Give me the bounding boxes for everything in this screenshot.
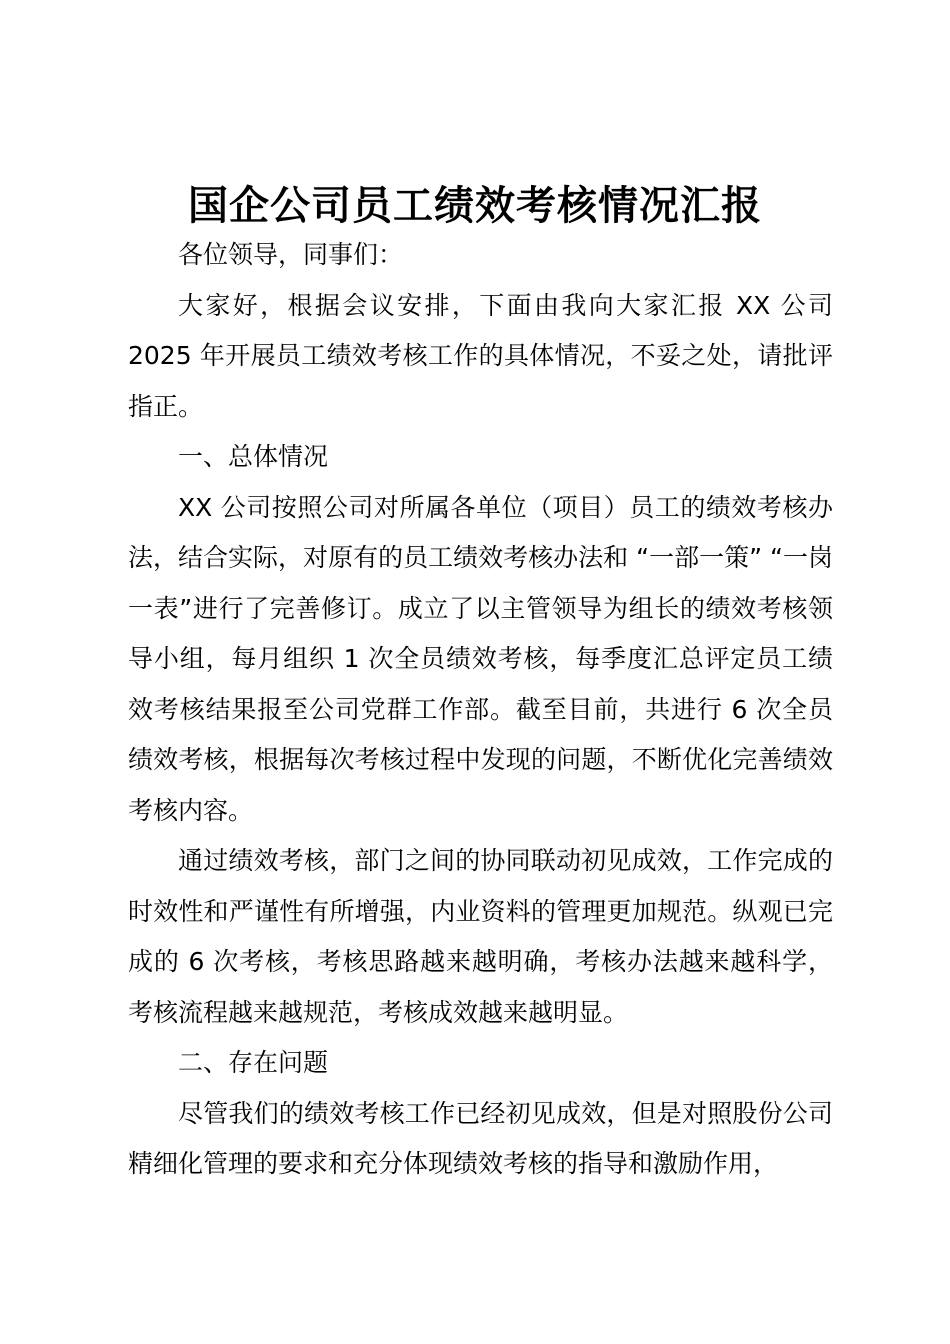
intro-paragraph: 大家好，根据会议安排，下面由我向大家汇报 XX 公司 2025 年开展员工绩效考核工作的具体情况，不妥之处，请批评指正。 [128, 290, 833, 421]
overview-paragraph-1: XX 公司按照公司对所属各单位（项目）员工的绩效考核办法，结合实际，对原有的员工绩效考核办法和 “一部一策” “一岗一表”进行了完善修订。成立了以主管领导为组长的绩效考核领导小组，每月组织 1 次全员绩效考核，每季度汇总评定员工绩效考核结果报至公司党群工作部。截至目前，共进行 6 次全员绩效考核，根据每次考核过程中发现的问题，不断优化完善绩效考核内容。 [128, 492, 833, 825]
section-heading-issues: 二、存在问题 [178, 1048, 329, 1077]
document-body [128, 230, 833, 1190]
overview-paragraph-2: 通过绩效考核，部门之间的协同联动初见成效，工作完成的时效性和严谨性有所增强，内业资料的管理更加规范。纵观已完成的 6 次考核，考核思路越来越明确，考核办法越来越科学，考核流程越来越规范，考核成效越来越明显。 [128, 846, 833, 1027]
greeting-line: 各位领导，同事们： [178, 240, 404, 269]
section-heading-overview: 一、总体情况 [178, 442, 329, 471]
issues-paragraph-1: 尽管我们的绩效考核工作已经初见成效，但是对照股份公司精细化管理的要求和充分体现绩效考核的指导和激励作用， [128, 1098, 833, 1178]
document-title: 国企公司员工绩效考核情况汇报 [188, 182, 762, 229]
